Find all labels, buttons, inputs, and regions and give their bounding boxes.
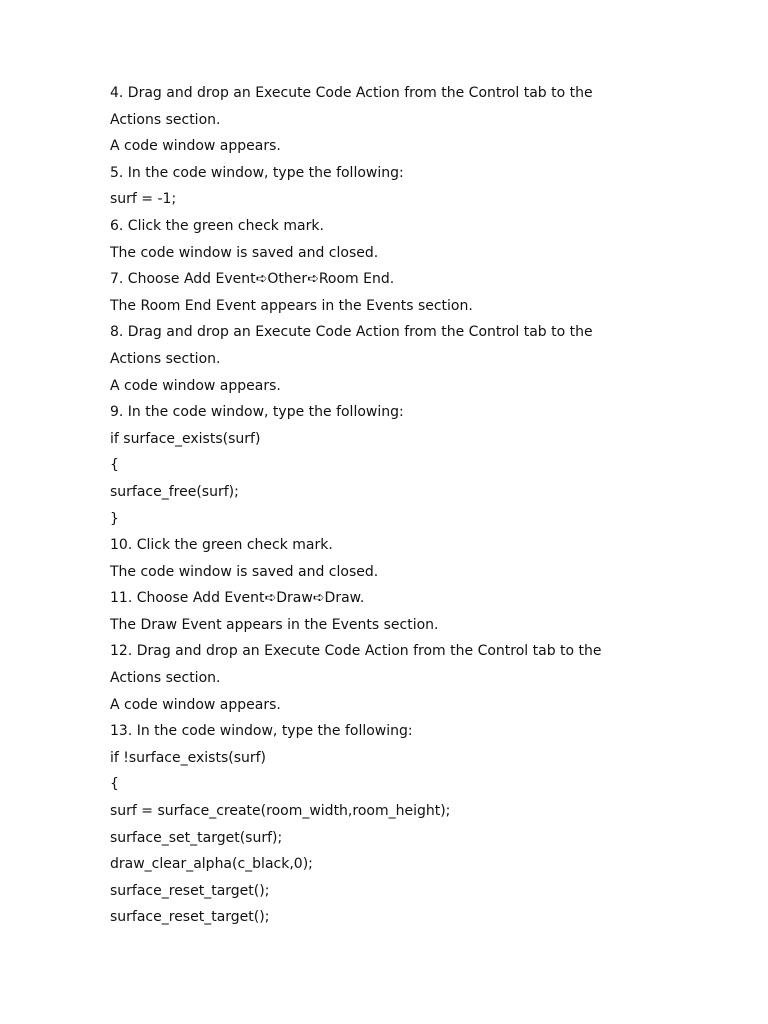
text-line: 13. In the code window, type the following: [110, 723, 413, 740]
code-line: surface_set_target(surf); [110, 829, 283, 846]
text-line: 10. Click the green check mark. [110, 537, 333, 554]
text-line: A code window appears. [110, 696, 281, 713]
code-line: draw_clear_alpha(c_black,0); [110, 856, 313, 873]
code-line: surf = -1; [110, 191, 177, 208]
text-line: 11. Choose Add Event➪Draw➪Draw. [110, 590, 365, 607]
text-line: 12. Drag and drop an Execute Code Action from the Control tab to the [110, 643, 602, 660]
text-line: Actions section. [110, 111, 221, 128]
text-line: The code window is saved and closed. [110, 563, 379, 580]
text-line: A code window appears. [110, 377, 281, 394]
code-line: surface_free(surf); [110, 483, 239, 500]
text-line: 4. Drag and drop an Execute Code Action from the Control tab to the [110, 85, 593, 101]
code-line: if surface_exists(surf) [110, 430, 261, 447]
text-line: A code window appears. [110, 138, 281, 155]
text-line: 5. In the code window, type the following: [110, 164, 404, 181]
text-line: The Draw Event appears in the Events section. [110, 616, 439, 633]
document-body [110, 80, 670, 931]
text-line: Actions section. [110, 350, 221, 367]
code-line: surface_reset_target(); [110, 909, 270, 926]
text-line: 7. Choose Add Event➪Other➪Room End. [110, 271, 395, 288]
text-line: Actions section. [110, 670, 221, 687]
code-line: } [110, 510, 119, 527]
code-line: surface_reset_target(); [110, 882, 270, 899]
text-line: The code window is saved and closed. [110, 244, 379, 261]
text-line: The Room End Event appears in the Events section. [110, 297, 473, 314]
code-line: if !surface_exists(surf) [110, 749, 267, 766]
text-line: 8. Drag and drop an Execute Code Action from the Control tab to the [110, 324, 593, 341]
text-line: 9. In the code window, type the following: [110, 404, 404, 421]
code-line: { [110, 776, 119, 793]
code-line: surf = surface_create(room_width,room_height); [110, 803, 451, 820]
code-line: { [110, 457, 119, 474]
text-line: 6. Click the green check mark. [110, 217, 324, 234]
